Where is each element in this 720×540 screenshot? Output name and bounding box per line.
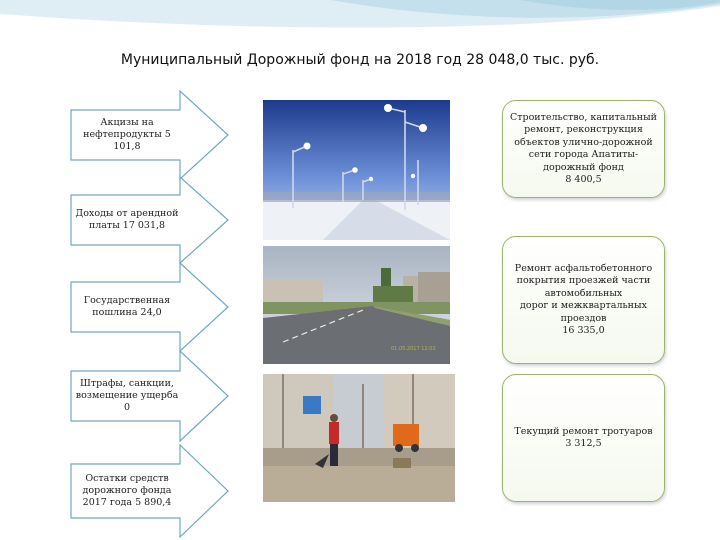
source-arrow-excise [70,90,230,180]
photo-timestamp: 01.05.2017 12:02 [391,346,436,352]
source-arrow-rent [70,176,230,264]
source-label: Акцизы на нефтепродукты 5 101,8 [83,117,171,152]
source-arrow-fines [70,350,230,442]
sidewalk-repair-photo [263,374,455,502]
source-label: Государственная пошлина 24,0 [83,295,171,318]
direction-text: Строительство, капитальный ремонт, реконструкция объектов улично-дорожной сети города Апатиты- дорожный фонд 8 400,5 [509,111,658,185]
header-swoosh [0,0,720,60]
source-label: Доходы от арендной платы 17 031,8 [75,208,179,231]
direction-text: Текущий ремонт тротуаров 3 312,5 [514,425,653,449]
page-title: Муниципальный Дорожный фонд на 2018 год 28 048,0 тыс. руб. [120,52,600,68]
direction-sidewalk-repair [502,374,665,502]
direction-capital-construction [502,100,665,198]
direction-text: Ремонт асфальтобетонного покрытия проезжей части автомобильных дорог и межквартальных проездов 16 335,0 [514,262,653,336]
street-lights-photo [263,100,450,240]
source-arrow-duty [70,262,230,352]
source-label: Остатки средств дорожного фонда 2017 года 5 890,4 [82,473,172,508]
road-photo [263,246,450,364]
source-arrow-balance [70,444,230,538]
direction-asphalt-repair [502,236,665,364]
source-label: Штрафы, санкции, возмещение ущерба 0 [75,378,179,413]
